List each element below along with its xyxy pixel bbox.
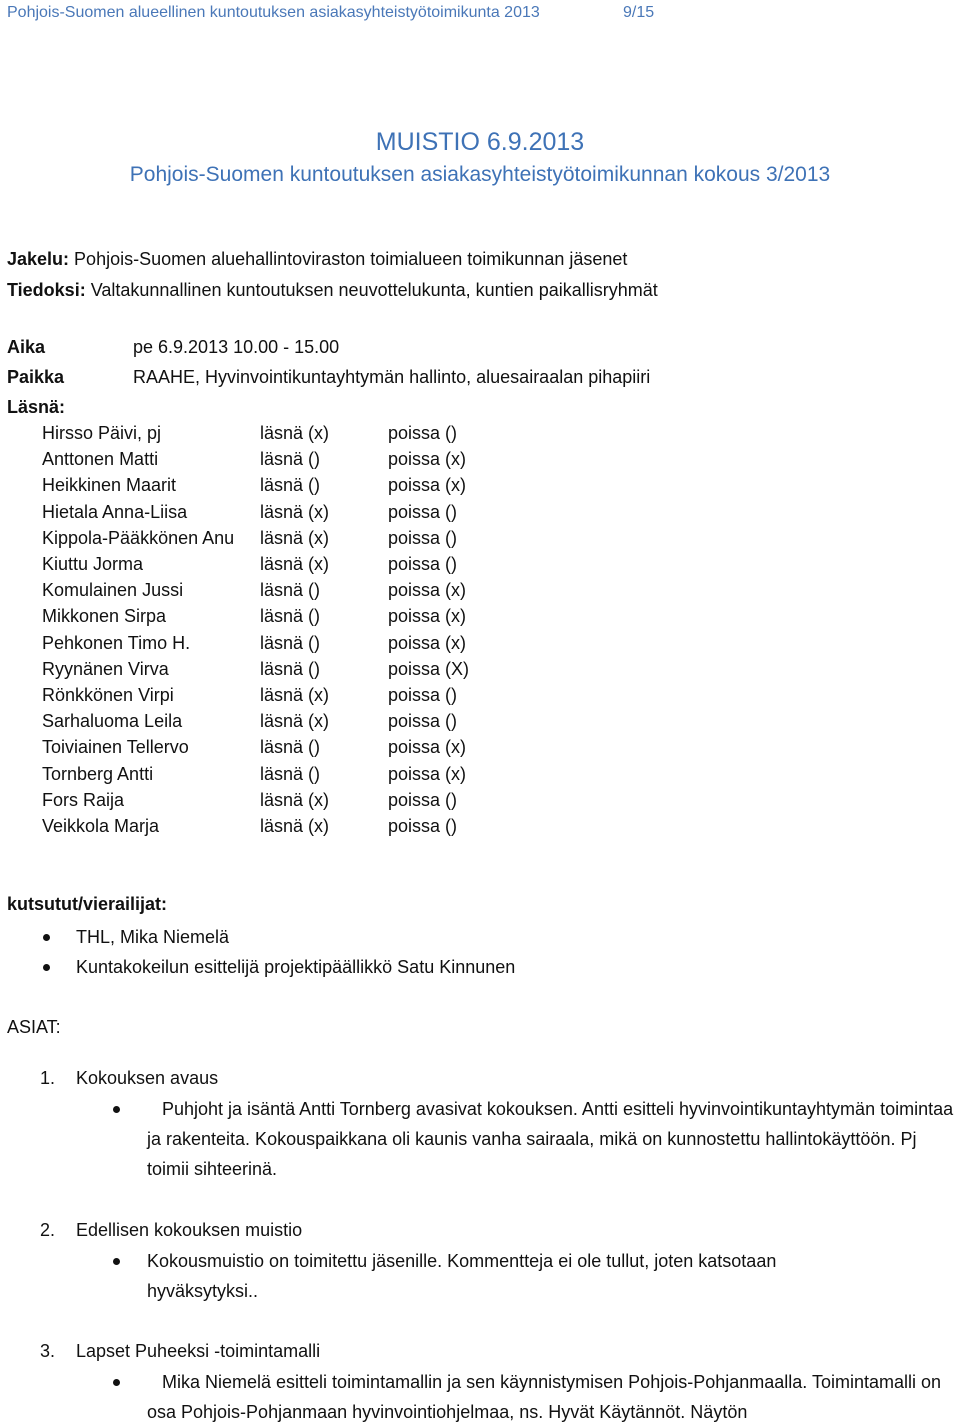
tiedoksi-value: Valtakunnallinen kuntoutuksen neuvottelukunta, kuntien paikallisryhmät <box>85 280 658 300</box>
page-header <box>7 4 655 22</box>
bullet-icon <box>43 934 50 941</box>
page-number: 9/15 <box>623 4 655 21</box>
attendee-name: Veikkola Marja <box>42 816 160 836</box>
attendee-absent: poissa () <box>388 501 458 522</box>
attendee-present: läsnä (x) <box>260 685 330 705</box>
attendee-present: läsnä (x) <box>260 501 330 522</box>
attendee-present: läsnä (x) <box>260 816 330 836</box>
agenda-text: Puhjoht ja isäntä Antti Tornberg avasivat kokouksen. Antti esitteli hyvinvointikuntayhtymän toimintaa ja rakenteita. Kokouspaikkana oli kaunis vanha sairaala, mikä on kunnostettu hallintokäyttöön. Pj toimii sihteerinä. <box>147 1099 954 1179</box>
attendee-absent: poissa () <box>388 789 458 810</box>
attendee-name: Anttonen Matti <box>42 449 159 470</box>
lasna-label: Läsnä: <box>7 397 66 417</box>
attendee-name: Tornberg Antti <box>42 763 154 784</box>
attendee-name: Hietala Anna-Liisa <box>42 501 188 522</box>
attendee-name: Heikkinen Maarit <box>42 475 177 496</box>
guests-label: kutsutut/vierailijat: <box>7 894 168 914</box>
tiedoksi-label: Tiedoksi: <box>7 280 86 300</box>
bullet-icon <box>113 1106 120 1113</box>
bullet-icon <box>43 964 50 971</box>
attendee-absent: poissa (x) <box>388 606 467 627</box>
attendee-absent: poissa (x) <box>388 475 467 496</box>
header-title: Pohjois-Suomen alueellinen kuntoutuksen asiakasyhteistyötoimikunta 2013 <box>7 4 540 21</box>
attendee-absent: poissa (X) <box>388 658 470 679</box>
attendee-present: läsnä () <box>260 632 321 653</box>
document-title: MUISTIO 6.9.2013 <box>375 128 585 156</box>
paikka-value: RAAHE, Hyvinvointikuntayhtymän hallinto, aluesairaalan pihapiiri <box>133 367 651 387</box>
attendee-present: läsnä () <box>260 737 321 758</box>
agenda-title: Lapset Puheeksi -toimintamalli <box>76 1341 321 1361</box>
attendee-name: Toiviainen Tellervo <box>42 737 189 758</box>
agenda-number: 2. <box>40 1220 56 1240</box>
attendee-absent: poissa () <box>388 554 458 574</box>
attendee-name: Kiuttu Jorma <box>42 554 144 574</box>
attendee-absent: poissa (x) <box>388 763 467 784</box>
attendee-present: läsnä () <box>260 763 321 784</box>
attendee-name: Sarhaluoma Leila <box>42 711 183 732</box>
attendee-name: Hirsso Päivi, pj <box>42 423 162 443</box>
aika-label: Aika <box>7 337 46 357</box>
agenda-number: 1. <box>40 1068 56 1088</box>
attendee-absent: poissa () <box>388 685 458 705</box>
bullet-icon <box>113 1379 120 1386</box>
bullet-icon <box>113 1258 120 1265</box>
attendee-absent: poissa (x) <box>388 580 467 601</box>
attendee-present: läsnä (x) <box>260 423 330 443</box>
attendee-absent: poissa (x) <box>388 449 467 470</box>
agenda-text: Mika Niemelä esitteli toimintamallin ja sen käynnistymisen Pohjois-Pohjanmaalla. Toimintamalli on osa Pohjois-Pohjanmaan hyvinvointiohjelmaa, ns. Hyvät Käytännöt. Näytön <box>147 1372 942 1422</box>
attendee-name: Fors Raija <box>42 789 125 810</box>
attendee-present: läsnä () <box>260 475 321 496</box>
attendee-absent: poissa () <box>388 423 458 443</box>
jakelu-label: Jakelu: <box>7 249 70 269</box>
paikka-label: Paikka <box>7 367 65 387</box>
attendee-name: Ryynänen Virva <box>42 658 169 679</box>
attendee-present: läsnä () <box>260 580 321 601</box>
agenda-text: Kokousmuistio on toimitettu jäsenille. Kommentteja ei ole tullut, joten katsotaan hyväksytyksi.. <box>147 1251 777 1301</box>
guest-item: Kuntakokeilun esittelijä projektipäällikkö Satu Kinnunen <box>76 957 516 977</box>
attendee-name: Rönkkönen Virpi <box>42 685 174 705</box>
asiat-label: ASIAT: <box>7 1017 61 1037</box>
attendee-name: Mikkonen Sirpa <box>42 606 167 627</box>
attendee-present: läsnä (x) <box>260 527 330 548</box>
document-subtitle: Pohjois-Suomen kuntoutuksen asiakasyhteistyötoimikunnan kokous 3/2013 <box>129 163 831 186</box>
attendee-present: läsnä (x) <box>260 554 330 574</box>
attendee-name: Komulainen Jussi <box>42 580 184 601</box>
attendee-name: Kippola-Pääkkönen Anu <box>42 527 235 548</box>
attendee-present: läsnä (x) <box>260 711 330 732</box>
attendee-absent: poissa () <box>388 816 458 836</box>
aika-value: pe 6.9.2013 10.00 - 15.00 <box>133 337 340 357</box>
attendee-absent: poissa () <box>388 527 458 548</box>
guest-item: THL, Mika Niemelä <box>76 927 230 947</box>
jakelu-value: Pohjois-Suomen aluehallintoviraston toimialueen toimikunnan jäsenet <box>69 249 628 269</box>
tiedoksi-line <box>7 280 658 301</box>
attendee-present: läsnä () <box>260 449 321 470</box>
attendee-present: läsnä () <box>260 606 321 627</box>
attendee-name: Pehkonen Timo H. <box>42 632 191 653</box>
attendee-absent: poissa (x) <box>388 632 467 653</box>
agenda-title: Kokouksen avaus <box>76 1068 219 1088</box>
attendee-absent: poissa () <box>388 711 458 732</box>
attendee-present: läsnä () <box>260 658 321 679</box>
agenda-title: Edellisen kokouksen muistio <box>76 1220 303 1240</box>
attendee-present: läsnä (x) <box>260 789 330 810</box>
attendee-absent: poissa (x) <box>388 737 467 758</box>
agenda-number: 3. <box>40 1341 56 1361</box>
jakelu-line <box>7 249 627 270</box>
